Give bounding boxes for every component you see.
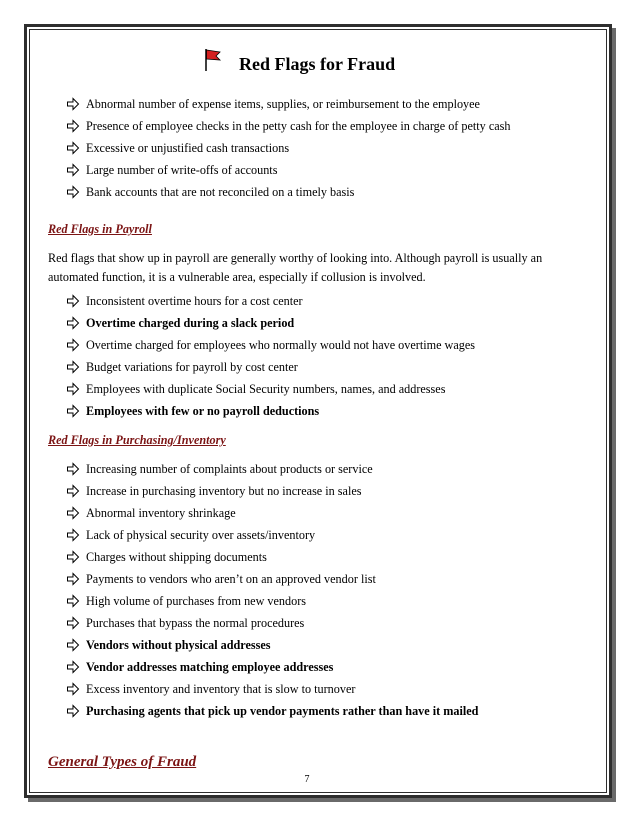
list-item-text: Budget variations for payroll by cost center (86, 360, 298, 374)
list-item-text: Purchases that bypass the normal procedures (86, 616, 305, 630)
page-number: 7 (304, 774, 310, 785)
list-item-text: Abnormal number of expense items, supplies, or reimbursement to the employee (86, 97, 480, 111)
purchasing-heading: Red Flags in Purchasing/Inventory (48, 433, 226, 447)
right-arrow-outline-icon (66, 612, 80, 634)
list-item (66, 290, 475, 312)
payroll-red-flags-list (66, 290, 475, 422)
list-item-text: Lack of physical security over assets/inventory (86, 528, 316, 542)
right-arrow-outline-icon (66, 378, 80, 400)
list-item (66, 656, 478, 678)
right-arrow-outline-icon (66, 356, 80, 378)
list-item-text: High volume of purchases from new vendors (86, 594, 306, 608)
list-item-text: Increase in purchasing inventory but no increase in sales (86, 484, 362, 498)
list-item-text: Payments to vendors who aren’t on an approved vendor list (86, 572, 376, 586)
list-item (66, 568, 478, 590)
list-item (66, 137, 510, 159)
list-item (66, 700, 478, 722)
list-item-text: Abnormal inventory shrinkage (86, 506, 236, 520)
list-item-text: Overtime charged for employees who normally would not have overtime wages (86, 338, 475, 352)
list-item-text: Large number of write-offs of accounts (86, 163, 278, 177)
page-title: Red Flags for Fraud (239, 54, 396, 74)
list-item (66, 458, 478, 480)
list-item (66, 159, 510, 181)
list-item-text: Employees with few or no payroll deductions (86, 404, 320, 418)
list-item (66, 480, 478, 502)
right-arrow-outline-icon (66, 334, 80, 356)
right-arrow-outline-icon (66, 93, 80, 115)
list-item (66, 356, 475, 378)
right-arrow-outline-icon (66, 400, 80, 422)
list-item-text: Presence of employee checks in the petty cash for the employee in charge of petty cash (86, 119, 511, 133)
list-item-text: Increasing number of complaints about products or service (86, 462, 373, 476)
list-item-text: Purchasing agents that pick up vendor payments rather than have it mailed (86, 704, 479, 718)
right-arrow-outline-icon (66, 181, 80, 203)
list-item-text: Employees with duplicate Social Security numbers, names, and addresses (86, 382, 446, 396)
list-item (66, 93, 510, 115)
payroll-paragraph: Red flags that show up in payroll are generally worthy of looking into. Although payroll is usually an automated function, it is a vulnerable area, especially if collusion is involved. (48, 251, 543, 284)
right-arrow-outline-icon (66, 290, 80, 312)
list-item-text: Charges without shipping documents (86, 550, 267, 564)
list-item-text: Excessive or unjustified cash transactions (86, 141, 290, 155)
general-types-heading: General Types of Fraud (48, 754, 197, 770)
list-item-text: Vendors without physical addresses (86, 638, 271, 652)
right-arrow-outline-icon (66, 312, 80, 334)
right-arrow-outline-icon (66, 568, 80, 590)
right-arrow-outline-icon (66, 656, 80, 678)
list-item-text: Bank accounts that are not reconciled on a timely basis (86, 185, 355, 199)
right-arrow-outline-icon (66, 634, 80, 656)
list-item (66, 502, 478, 524)
payroll-heading: Red Flags in Payroll (48, 222, 152, 236)
list-item (66, 678, 478, 700)
general-red-flags-list (66, 93, 510, 203)
list-item-text: Overtime charged during a slack period (86, 316, 295, 330)
list-item (66, 312, 475, 334)
list-item-text: Vendor addresses matching employee addresses (86, 660, 334, 674)
list-item (66, 546, 478, 568)
list-item (66, 115, 510, 137)
list-item-text: Excess inventory and inventory that is slow to turnover (86, 682, 356, 696)
list-item (66, 334, 475, 356)
list-item (66, 378, 475, 400)
right-arrow-outline-icon (66, 159, 80, 181)
right-arrow-outline-icon (66, 480, 80, 502)
right-arrow-outline-icon (66, 678, 80, 700)
list-item (66, 590, 478, 612)
list-item (66, 612, 478, 634)
right-arrow-outline-icon (66, 524, 80, 546)
list-item (66, 181, 510, 203)
right-arrow-outline-icon (66, 502, 80, 524)
list-item (66, 400, 475, 422)
list-item (66, 524, 478, 546)
purchasing-red-flags-list (66, 458, 478, 722)
right-arrow-outline-icon (66, 115, 80, 137)
right-arrow-outline-icon (66, 546, 80, 568)
list-item-text: Inconsistent overtime hours for a cost center (86, 294, 303, 308)
red-flag-icon (204, 48, 222, 72)
right-arrow-outline-icon (66, 137, 80, 159)
right-arrow-outline-icon (66, 458, 80, 480)
right-arrow-outline-icon (66, 590, 80, 612)
right-arrow-outline-icon (66, 700, 80, 722)
list-item (66, 634, 478, 656)
